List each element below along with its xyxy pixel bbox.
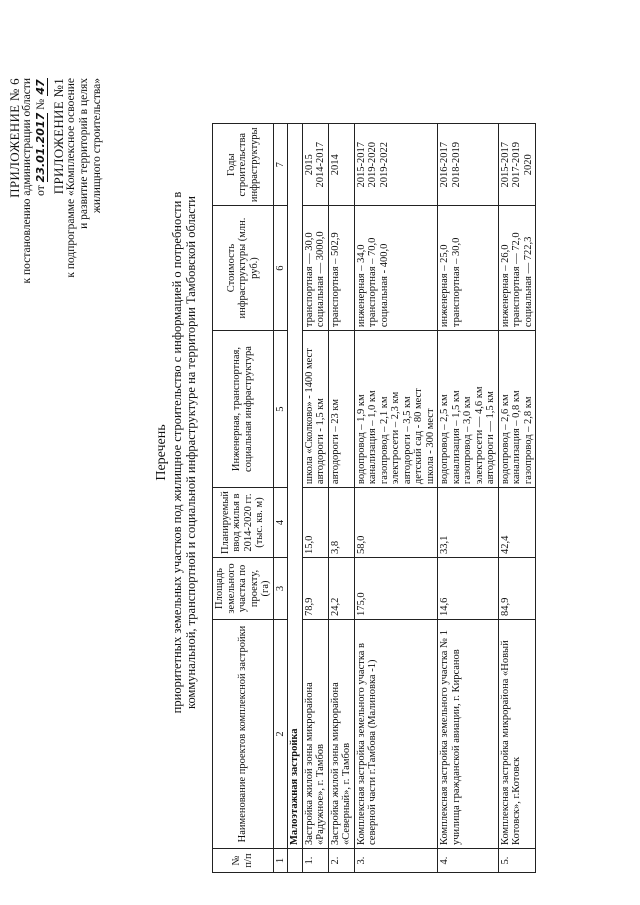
handwritten-date: 23.01.2017 [34, 112, 47, 183]
cost-line: инженерная – 34,0 [355, 244, 367, 328]
housing-volume: 58,0 [354, 488, 438, 558]
years-line: 2015-2017 [499, 141, 511, 188]
table-row [438, 124, 499, 873]
header-housing: Планируемый ввод жилья в 2014-2020 гг. (тыс. кв. м) [213, 488, 274, 558]
infra-line: детский сад - 80 мест [413, 388, 424, 485]
appendix-1-title: ПРИЛОЖЕНИЕ №1 [51, 78, 66, 195]
infra-line: школа «Сколково» - 1400 мест [303, 348, 315, 485]
years-line: 2015 [303, 154, 315, 176]
plot-area: 84,9 [498, 558, 536, 620]
years-line: 2019-2020 [367, 141, 378, 188]
years-line: 2014-2017 [315, 141, 326, 188]
title-line-2: коммунальной, транспортной и социальной инфраструктуре на территории Тамбовской области [184, 196, 198, 709]
housing-volume: 15,0 [302, 488, 328, 558]
infrastructure-list [328, 331, 354, 488]
header-number: № п/п [213, 849, 274, 873]
col-number: 3 [273, 558, 288, 620]
plot-area: 175,0 [354, 558, 438, 620]
years-line: 2015-2017 [355, 141, 367, 188]
header-area: Площадь земельного участка по проекту, (га) [213, 558, 274, 620]
table-row [498, 124, 536, 873]
construction-years [438, 124, 499, 206]
col-number: 4 [273, 488, 288, 558]
infra-line: автодороги – 23 км [329, 398, 341, 485]
infra-line: канализация – 1,5 км [450, 390, 462, 485]
infrastructure-cost [438, 206, 499, 331]
infra-line: газопровод – 2,8 км [522, 396, 534, 485]
infra-line: газопровод – 2,1 км [378, 396, 390, 485]
project-name: Комплексная застройка земельного участка № 1 училища гражданской авиации, г. Кирсанов [438, 620, 499, 849]
years-line: 2017-2019 [511, 141, 522, 188]
project-name: Застройка жилой зоны микрорайона «Радужное», г. Тамбов [302, 620, 328, 849]
cost-line: транспортная – 70,0 [367, 237, 378, 328]
infra-line: водопровод – 2,5 км [439, 394, 450, 485]
years-line: 2016-2017 [439, 141, 450, 188]
housing-volume: 3,8 [328, 488, 354, 558]
header-cost: Стоимость инфраструктуры (млн. руб.) [213, 206, 274, 331]
table-row [302, 124, 328, 873]
appendix-1-line-3: жилищного строительства» [91, 78, 103, 214]
project-name: Застройка жилой зоны микрорайона «Северный», г. Тамбов [328, 620, 354, 849]
project-name: Комплексная застройка земельного участка в северной части г.Тамбова (Малиновка -1) [354, 620, 438, 849]
column-number-row [273, 124, 288, 873]
cost-line: инженерная – 26,0 [499, 244, 511, 328]
appendix-1-line-2: и развитие территорий в целях [78, 78, 90, 229]
section-title: Малоэтажная застройка [288, 124, 303, 849]
document-title [155, 0, 198, 905]
infra-line: электросети — 4,6 км [473, 386, 485, 485]
infrastructure-list [498, 331, 536, 488]
title-heading: Перечень [154, 424, 169, 481]
header-project-name: Наименование проектов комплексной застройки [213, 620, 274, 849]
years-line: 2020 [522, 154, 534, 176]
construction-years [354, 124, 438, 206]
construction-years [498, 124, 536, 206]
row-number: 4. [438, 849, 499, 873]
construction-years [302, 124, 328, 206]
cost-line: транспортная — 30,0 [303, 232, 315, 328]
infra-line: автодороги — 1,5 км [485, 391, 496, 485]
housing-volume: 33,1 [438, 488, 499, 558]
table-header-row [213, 124, 274, 873]
appendix-6-line: к постановлению администрации области [21, 78, 33, 284]
appendix-6-header [8, 78, 48, 283]
appendix-6-date-line [34, 78, 48, 283]
infra-line: школа - 300 мест [424, 408, 436, 485]
infrastructure-list [354, 331, 438, 488]
plot-area: 14,6 [438, 558, 499, 620]
cost-line: транспортная – 30,0 [450, 237, 462, 328]
row-number: 5. [498, 849, 536, 873]
appendix-1-line-1: к подпрограмме «Комплексное освоение [65, 78, 77, 278]
infrastructure-cost [302, 206, 328, 331]
col-number: 6 [273, 206, 288, 331]
infra-line: газопровод – 3,0 км [462, 396, 473, 485]
cost-line: социальная — 722,3 [522, 236, 534, 328]
infrastructure-cost [354, 206, 438, 331]
cost-line: инженерная – 25,0 [439, 244, 450, 328]
header-years: Годы строительства инфраструктуры [213, 124, 274, 206]
infrastructure-list [302, 331, 328, 488]
infra-line: канализация – 1,0 км [367, 390, 378, 485]
infrastructure-list [438, 331, 499, 488]
cost-line: социальная - 400,0 [378, 243, 390, 328]
cost-line: транспортная — 72,0 [511, 232, 522, 328]
number-label: № [35, 98, 47, 110]
years-line: 2018-2019 [450, 141, 462, 188]
project-name: Комплексная застройка микрорайона «Новый Котовск», г.Котовск [498, 620, 536, 849]
infrastructure-cost [498, 206, 536, 331]
handwritten-number: 47 [34, 79, 47, 95]
table-row [354, 124, 438, 873]
cost-line: социальная — 3000,0 [315, 231, 326, 328]
header-infrastructure: Инженерная, транспортная, социальная инфраструктура [213, 331, 274, 488]
row-number: 3. [354, 849, 438, 873]
infra-line: водопровод – 2,6 км [499, 394, 511, 485]
years-line: 2014 [329, 154, 341, 176]
plot-area: 78,9 [302, 558, 328, 620]
section-number-cell [288, 849, 303, 873]
land-plots-table [212, 123, 536, 873]
title-line-1: приоритетных земельных участков под жилищное строительство с информацией о потребности в [170, 191, 184, 714]
infra-line: автодороги - 1,5 км [315, 398, 326, 485]
infra-line: автодороги – 3,5 км [401, 396, 413, 485]
plot-area: 24,2 [328, 558, 354, 620]
infra-line: водопровод – 1,9 км [355, 394, 367, 485]
table-row [328, 124, 354, 873]
infra-line: канализация – 0,8 км [511, 390, 522, 485]
construction-years [328, 124, 354, 206]
housing-volume: 42,4 [498, 488, 536, 558]
from-label: от [35, 185, 47, 196]
infra-line: электросети – 2,3 км [390, 391, 401, 485]
appendix-6-title: ПРИЛОЖЕНИЕ № 6 [7, 78, 22, 198]
col-number: 5 [273, 331, 288, 488]
row-number: 2. [328, 849, 354, 873]
cost-line: транспортная – 502,9 [329, 232, 341, 328]
infrastructure-cost [328, 206, 354, 331]
years-line: 2019-2022 [378, 141, 390, 188]
row-number: 1. [302, 849, 328, 873]
col-number: 1 [273, 849, 288, 873]
section-row [288, 124, 303, 873]
col-number: 2 [273, 620, 288, 849]
col-number: 7 [273, 124, 288, 206]
appendix-1-header [52, 78, 104, 278]
